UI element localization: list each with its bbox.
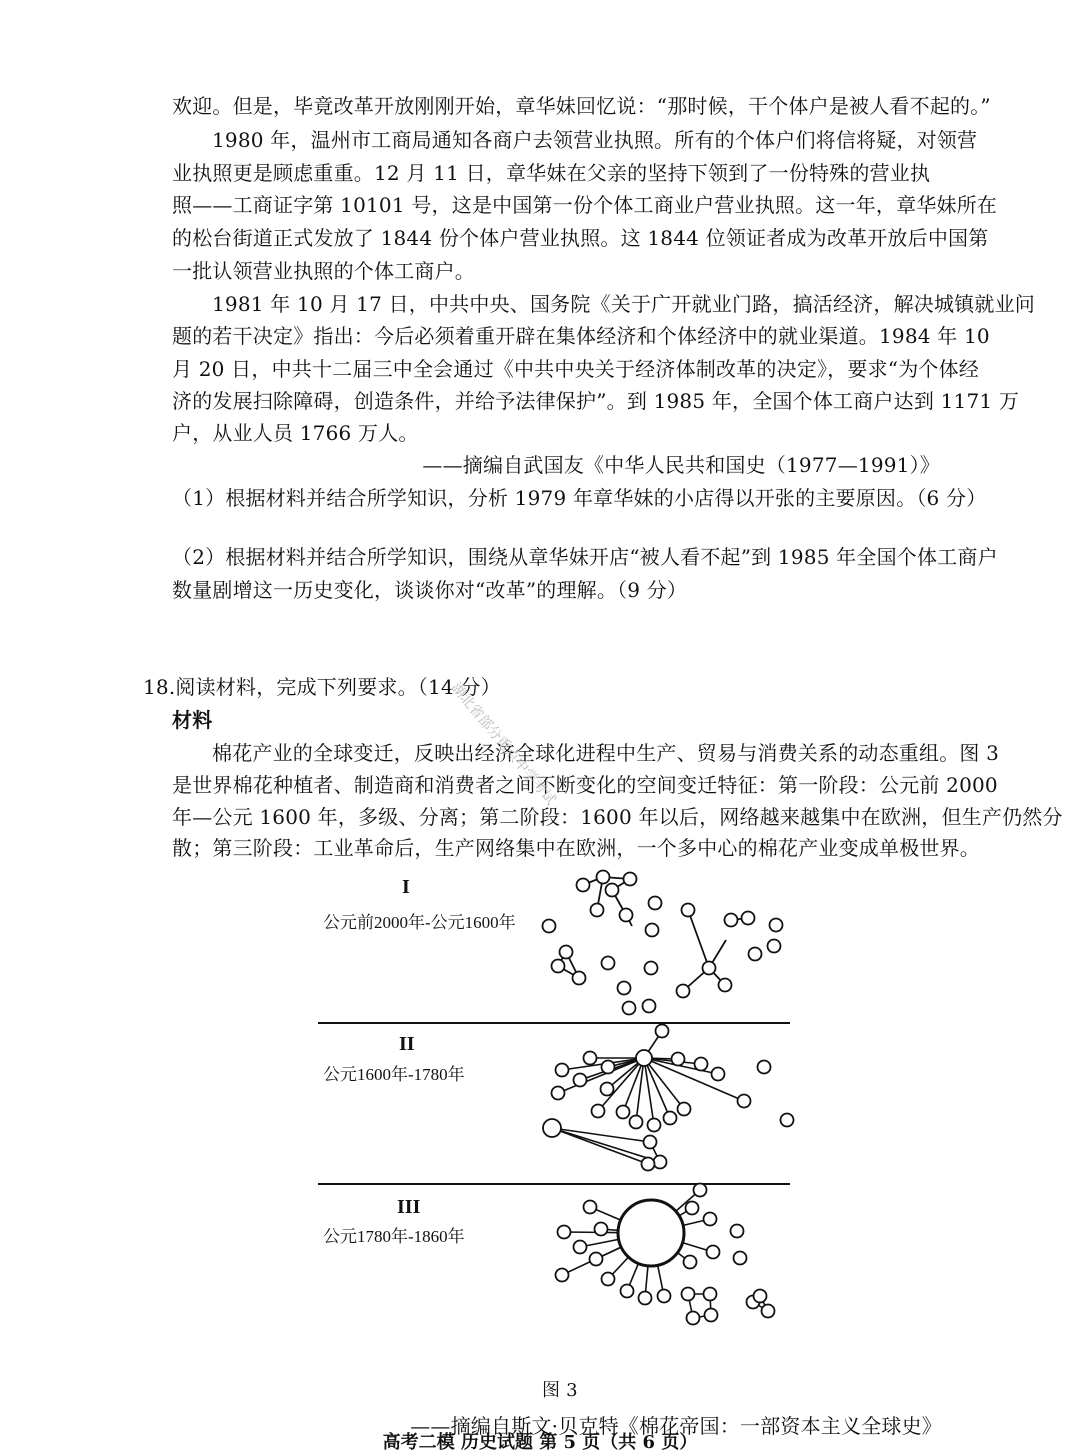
stage-1-numeral: I — [402, 876, 410, 898]
watermark-stamp: 湖北省部分重点中学考试 — [447, 679, 559, 809]
paragraph-line: 题的若干决定》指出：今后必须着重开辟在集体经济和个体经济中的就业渠道。1984 年 10 — [172, 324, 990, 348]
paragraph-line: 业执照更是顾虑重重。12 月 11 日，章华妹在父亲的坚持下领到了一份特殊的营业执 — [172, 161, 931, 185]
question-2-continued: 数量剧增这一历史变化，谈谈你对“改革”的理解。（9 分） — [172, 578, 688, 602]
stage-3-numeral: III — [397, 1196, 421, 1218]
material-label: 材料 — [172, 708, 213, 732]
stage-2-numeral: II — [399, 1033, 415, 1055]
paragraph-line: 是世界棉花种植者、制造商和消费者之间不断变化的空间变迁特征：第一阶段：公元前 2000 — [172, 773, 998, 797]
stage-2-period: 公元1600年-1780年 — [323, 1065, 465, 1084]
paragraph-line: 济的发展扫除障碍，创造条件，并给予法律保护”。到 1985 年，全国个体工商户达到 1171 万 — [172, 389, 1020, 413]
question-1: （1）根据材料并结合所学知识，分析 1979 年章华妹的小店得以开张的主要原因。（6 分） — [172, 486, 987, 510]
figure-caption: 图 3 — [542, 1380, 578, 1401]
paragraph-line: 欢迎。但是，毕竟改革开放刚刚开始，章华妹回忆说：“那时候，干个体户是被人看不起的。” — [172, 94, 991, 118]
material-source: ——摘编自武国友《中华人民共和国史（1977—1991）》 — [422, 453, 940, 477]
paragraph-line: 的松台街道正式发放了 1844 份个体户营业执照。这 1844 位领证者成为改革开放后中国第 — [172, 226, 989, 250]
paragraph-line: 1981 年 10 月 17 日，中共中央、国务院《关于广开就业门路，搞活经济，解决城镇就业问 — [212, 292, 1035, 316]
paragraph-line: 年—公元 1600 年，多级、分离；第二阶段：1600 年以后，网络越来越集中在欧洲，但生产仍然分 — [172, 805, 1063, 829]
paragraph-line: 1980 年，温州市工商局通知各商户去领营业执照。所有的个体户们将信将疑，对领营 — [212, 128, 978, 152]
paragraph-line: 一批认领营业执照的个体工商户。 — [172, 259, 475, 283]
question-2: （2）根据材料并结合所学知识，围绕从章华妹开店“被人看不起”到 1985 年全国个体工商户 — [172, 545, 998, 569]
page-footer: 高考二模 历史试题 第 5 页（共 6 页） — [382, 1432, 698, 1453]
stage-3-period: 公元1780年-1860年 — [323, 1227, 465, 1246]
question-18-title: 18.阅读材料，完成下列要求。（14 分） — [143, 675, 501, 699]
paragraph-line: 月 20 日，中共十二届三中全会通过《中共中央关于经济体制改革的决定》，要求“为个体经 — [172, 357, 979, 381]
paragraph-line: 照——工商证字第 10101 号，这是中国第一份个体工商业户营业执照。这一年，章华妹所在 — [172, 193, 998, 217]
paragraph-line: 户，从业人员 1766 万人。 — [172, 421, 419, 445]
stage-1-period: 公元前2000年-公元1600年 — [323, 913, 516, 932]
figure-source: ——摘编自斯文·贝克特《棉花帝国：一部资本主义全球史》 — [410, 1414, 942, 1438]
paragraph-line: 棉花产业的全球变迁，反映出经济全球化进程中生产、贸易与消费关系的动态重组。图 3 — [212, 741, 1000, 765]
paragraph-line: 散；第三阶段：工业革命后，生产网络集中在欧洲，一个多中心的棉花产业变成单极世界。 — [172, 836, 980, 860]
